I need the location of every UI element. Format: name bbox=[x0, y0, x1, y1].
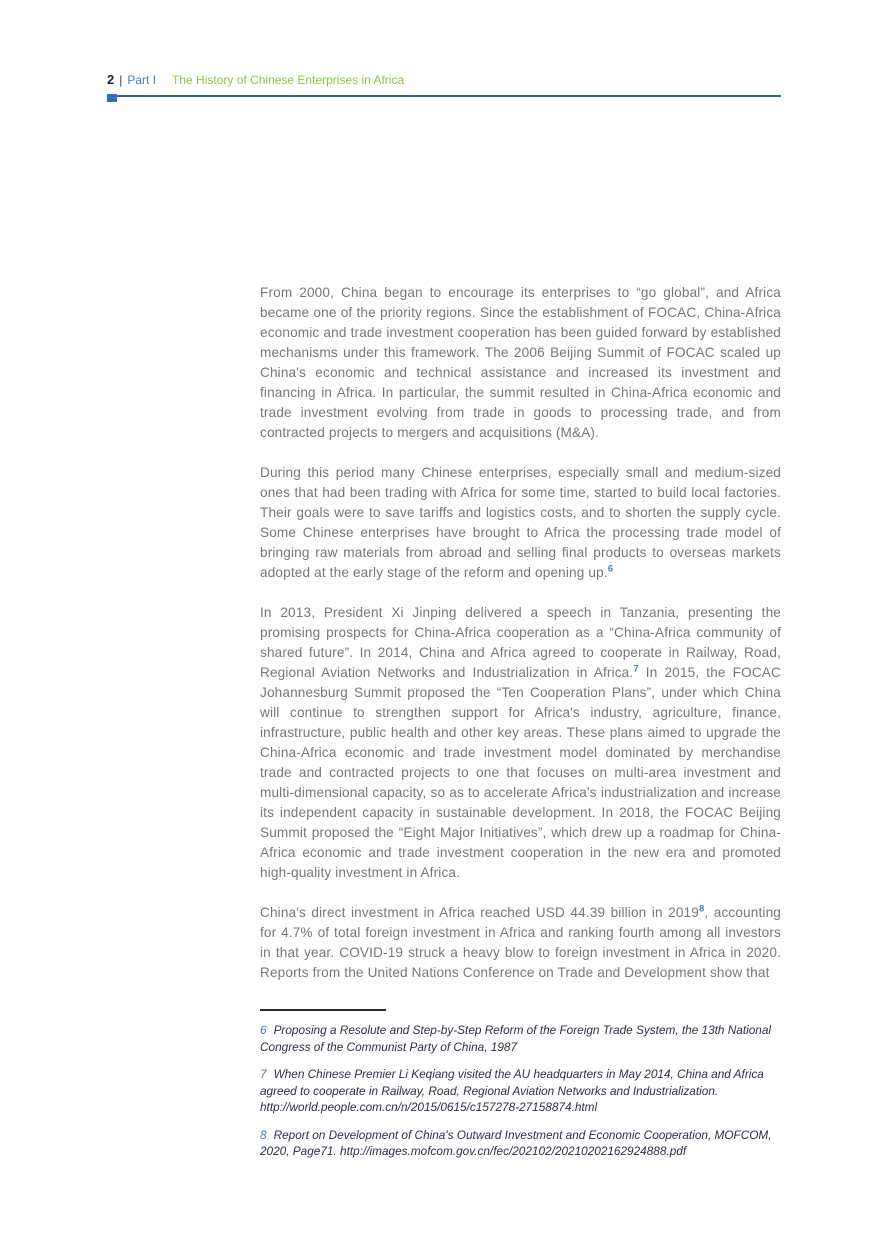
paragraph-text: From 2000, China began to encourage its enterprises to “go global”, and Africa became one of the priority regions. Since the establishment of FOCAC, China-Africa economic and trade investment cooperation has been guided forward by established mechanisms under this framework. The 2006 Beijing Summit of FOCAC scaled up China's economic and technical assistance and increased its investment and financing in Africa. In particular, the summit resulted in China-Africa economic and trade investment evolving from trade in goods to processing trade, and from contracted projects to mergers and acquisitions (M&A). bbox=[260, 285, 781, 440]
header-text-row bbox=[107, 72, 781, 87]
paragraph-text: In 2015, the FOCAC Johannesburg Summit proposed the “Ten Cooperation Plans”, under which China will continue to strengthen support for Africa's industry, agriculture, finance, infrastructure, public health and other key areas. These plans aimed to upgrade the China-Africa economic and trade investment model dominated by merchandise trade and contracted projects to one that focuses on multi-area investment and multi-dimensional capacity, so as to accelerate Africa's industrialization and increase its independent capacity in sustainable development. In 2018, the FOCAC Beijing Summit proposed the “Eight Major Initiatives”, which drew up a roadmap for China-Africa economic and trade investment cooperation in the new era and promoted high-quality investment in Africa. bbox=[260, 665, 781, 880]
body-text-column bbox=[260, 283, 781, 1003]
header-section-title: The History of Chinese Enterprises in Africa bbox=[172, 73, 405, 87]
header-rule-square bbox=[107, 94, 117, 102]
footnote-ref: 8 bbox=[698, 903, 705, 915]
header-separator: | bbox=[119, 73, 123, 87]
footnote-item bbox=[260, 1127, 781, 1160]
footnotes-list bbox=[260, 1022, 781, 1160]
paragraph-text: In 2013, President Xi Jinping delivered a speech in Tanzania, presenting the promising prospects for China-Africa cooperation as a “China-Africa community of shared future”. In 2014, China and Africa agreed to cooperate in Railway, Road, Regional Aviation Networks and Industrialization in Africa. bbox=[260, 605, 781, 680]
body-paragraph bbox=[260, 903, 781, 983]
paragraph-text: China's direct investment in Africa reached USD 44.39 billion in 2019 bbox=[260, 905, 699, 920]
body-paragraph bbox=[260, 283, 781, 443]
footnote-number: 8 bbox=[260, 1127, 267, 1142]
footnote-number: 6 bbox=[260, 1023, 267, 1037]
footnote-number: 7 bbox=[260, 1067, 267, 1081]
paragraph-text: During this period many Chinese enterprises, especially small and medium-sized ones that had been trading with Africa for some time, started to build local factories. Their goals were to save tariffs and logistics costs, and to shorten the supply cycle. Some Chinese enterprises have brought to Africa the processing trade model of bringing raw materials from abroad and selling final products to overseas markets adopted at the early stage of the reform and opening up. bbox=[260, 465, 781, 580]
footnote-divider bbox=[260, 1009, 386, 1011]
footnote-ref: 7 bbox=[633, 663, 639, 675]
footnote-text: Proposing a Resolute and Step-by-Step Reform of the Foreign Trade System, the 13th National Congress of the Communist Party of China, 1987 bbox=[260, 1023, 772, 1054]
paragraph-text: , accounting for 4.7% of total foreign investment in Africa and ranking fourth among all investors in that year. COVID-19 struck a heavy blow to foreign investment in Africa in 2020. Reports from the United Nations Conference on Trade and Development show that bbox=[260, 905, 781, 980]
body-paragraph bbox=[260, 463, 781, 583]
header-rule bbox=[107, 93, 781, 103]
page-header bbox=[107, 72, 781, 103]
page-number: 2 bbox=[107, 72, 115, 87]
footnote-ref: 6 bbox=[607, 563, 614, 575]
footnote-item bbox=[260, 1066, 781, 1116]
header-part-label: Part I bbox=[127, 73, 157, 87]
body-paragraph bbox=[260, 603, 781, 883]
footnote-text: Report on Development of China's Outward Investment and Economic Cooperation, MOFCOM, 2020, Page71. http://images.mofcom.gov.cn/fec/202102/20210202162924888.pdf bbox=[260, 1127, 772, 1158]
header-rule-line bbox=[108, 95, 781, 97]
footnotes-section bbox=[260, 1009, 781, 1171]
footnote-item bbox=[260, 1022, 781, 1055]
footnote-text: When Chinese Premier Li Keqiang visited the AU headquarters in May 2014, China and Africa agreed to cooperate in Railway, Road, Regional Aviation Networks and Industrialization. http://world.people.com.cn/n/2015/0615/c157278-27158874.html bbox=[260, 1067, 764, 1114]
